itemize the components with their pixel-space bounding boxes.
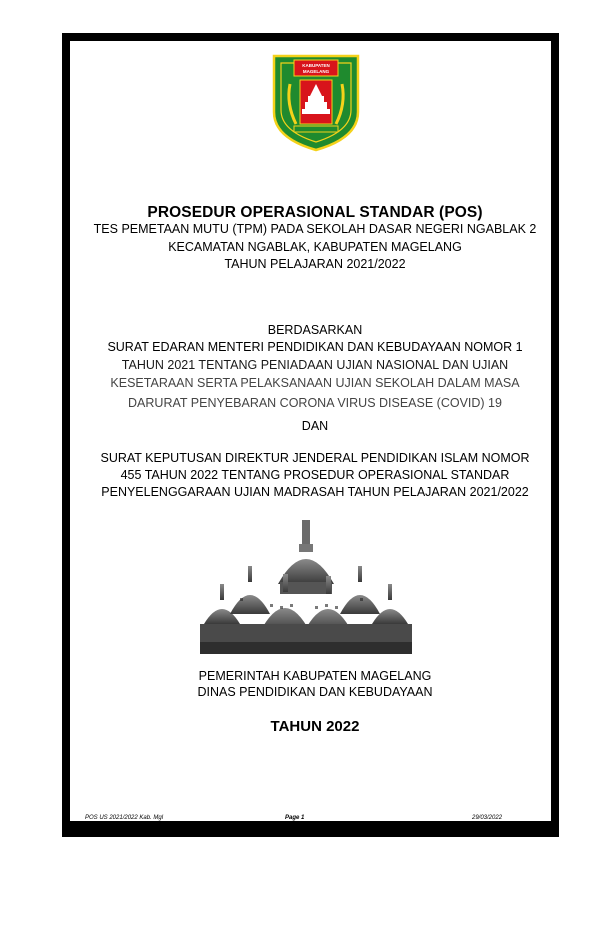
subtitle-line-1: TES PEMETAAN MUTU (TPM) PADA SEKOLAH DASAR NEGERI NGABLAK 2	[93, 222, 537, 236]
footer-date: 29/03/2022	[472, 815, 503, 821]
document-title: PROSEDUR OPERASIONAL STANDAR (POS)	[147, 204, 483, 221]
circular-line-2: TAHUN 2021 TENTANG PENIADAAN UJIAN NASIONAL DAN UJIAN	[121, 358, 509, 372]
subtitle-line-2: KECAMATAN NGABLAK, KABUPATEN MAGELANG	[168, 240, 462, 254]
footer-page-number: Page 1	[285, 815, 305, 821]
basis-heading: BERDASARKAN	[267, 323, 363, 337]
magelang-seal-logo	[272, 54, 360, 152]
issuer-line-1: PEMERINTAH KABUPATEN MAGELANG	[198, 669, 432, 683]
subtitle-line-3: TAHUN PELAJARAN 2021/2022	[224, 257, 406, 271]
decree-line-1: SURAT KEPUTUSAN DIREKTUR JENDERAL PENDIDIKAN ISLAM NOMOR	[100, 451, 530, 465]
svg-text:KABUPATEN: KABUPATEN	[302, 63, 330, 68]
borobudur-temple-image	[200, 514, 412, 654]
circular-line-3: KESETARAAN SERTA PELAKSANAAN UJIAN SEKOLAH DALAM MASA	[110, 376, 520, 390]
document-year: TAHUN 2022	[270, 718, 360, 735]
circular-line-1: SURAT EDARAN MENTERI PENDIDIKAN DAN KEBUDAYAAN NOMOR 1	[107, 340, 523, 354]
circular-line-4: DARURAT PENYEBARAN CORONA VIRUS DISEASE (COVID) 19	[128, 396, 502, 410]
decree-line-3: PENYELENGGARAAN UJIAN MADRASAH TAHUN PELAJARAN 2021/2022	[101, 485, 529, 499]
svg-text:MAGELANG: MAGELANG	[302, 69, 330, 74]
conjunction-text: DAN	[301, 419, 329, 433]
issuer-line-2: DINAS PENDIDIKAN DAN KEBUDAYAAN	[197, 685, 433, 699]
decree-line-2: 455 TAHUN 2022 TENTANG PROSEDUR OPERASIONAL STANDAR	[120, 468, 510, 482]
footer-left-text: POS US 2021/2022 Kab. Mgl	[85, 815, 164, 821]
